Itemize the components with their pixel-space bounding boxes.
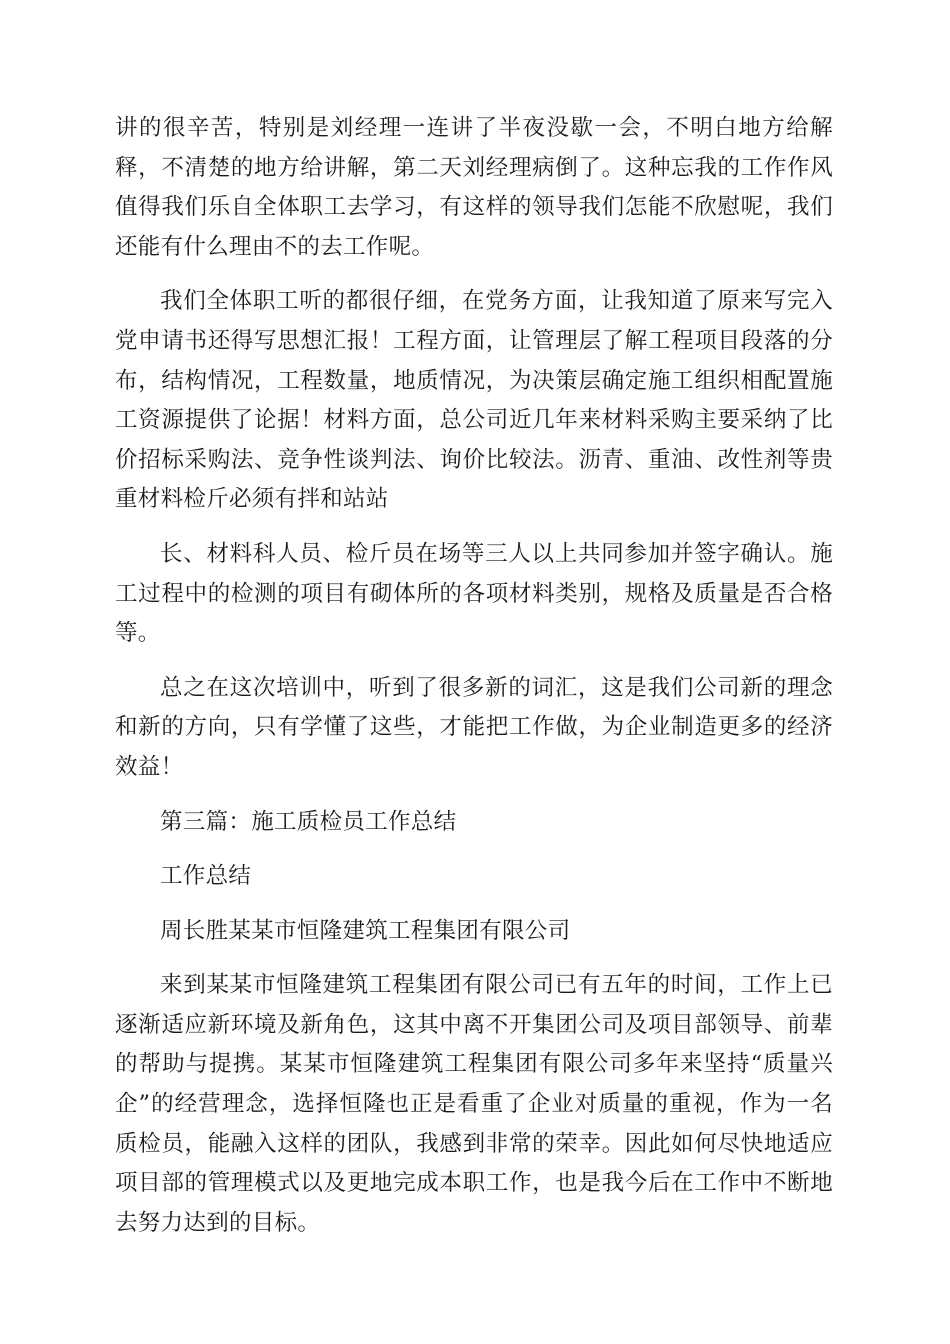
paragraph-work-summary: 来到某某市恒隆建筑工程集团有限公司已有五年的时间，工作上已逐渐适应新环境及新角色，这其中离不开集团公司及项目部领导、前辈的帮助与提携。某某市恒隆建筑工程集团有限公司多年来坚持“质量兴企”的经营理念，选择恒隆也正是看重了企业对质量的重视，作为一名质检员，能融入这样的团队，我感到非常的荣幸。因此如何尽快地适应项目部的管理模式以及更地完成本职工作，也是我今后在工作中不断地去努力达到的目标。 [115, 972, 833, 1236]
paragraph-training-details: 我们全体职工听的都很仔细，在党务方面，让我知道了原来写完入党申请书还得写思想汇报！工程方面，让管理层了解工程项目段落的分布，结构情况，工程数量，地质情况，为决策层确定施工组织相配置施工资源提供了论据！材料方面，总公司近几年来材料采购主要采纳了比价招标采购法、竞争性谈判法、询价比较法。沥青、重油、改性剂等贵重材料检斤必须有拌和站站 [115, 288, 833, 513]
section-subtitle: 工作总结 [160, 863, 252, 890]
paragraph-inspection: 长、材料科人员、检斤员在场等三人以上共同参加并签字确认。施工过程中的检测的项目有砌体所的各项材料类别，规格及质量是否合格等。 [115, 540, 833, 647]
section-heading: 第三篇：施工质检员工作总结 [160, 808, 457, 835]
document-body [115, 109, 833, 1258]
paragraph-continuation: 讲的很辛苦，特别是刘经理一连讲了半夜没歇一会，不明白地方给解释，不清楚的地方给讲解，第二天刘经理病倒了。这种忘我的工作作风值得我们乐自全体职工去学习，有这样的领导我们怎能不欣慰呢，我们还能有什么理由不的去工作呢。 [115, 115, 833, 260]
paragraph-conclusion: 总之在这次培训中，听到了很多新的词汇，这是我们公司新的理念和新的方向，只有学懂了这些，才能把工作做，为企业制造更多的经济效益！ [115, 674, 833, 780]
author-line: 周长胜某某市恒隆建筑工程集团有限公司 [160, 917, 571, 944]
